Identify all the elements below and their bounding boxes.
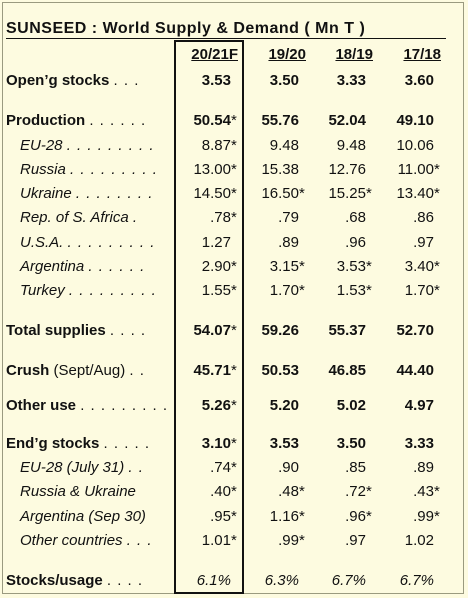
column-header-0: 20/21F <box>191 46 238 63</box>
table-row <box>0 532 468 554</box>
table-row <box>0 282 468 304</box>
estimate-asterisk: * <box>434 258 440 275</box>
row-label: Turkey . . . . . . . . . <box>20 282 157 299</box>
value-cell: 3.33 <box>404 435 434 452</box>
estimate-asterisk: * <box>231 483 237 500</box>
row-label: End’g stocks . . . . . <box>6 435 151 452</box>
value-cell: .95* <box>210 508 237 525</box>
value-cell: 1.16* <box>269 508 305 525</box>
table-row <box>0 258 468 280</box>
row-label: Open’g stocks . . . <box>6 72 140 89</box>
value-cell: 3.15* <box>269 258 305 275</box>
value-cell: .96* <box>345 508 372 525</box>
row-label: Russia . . . . . . . . . <box>20 161 158 178</box>
value-cell: 52.04 <box>328 112 366 129</box>
table-row <box>0 72 468 94</box>
value-cell: 8.87* <box>201 137 237 154</box>
value-cell: 10.06 <box>396 137 434 154</box>
estimate-asterisk: * <box>299 258 305 275</box>
value-cell: 55.76 <box>261 112 299 129</box>
value-cell: .89 <box>413 459 434 476</box>
row-label: Russia & Ukraine <box>20 483 136 500</box>
column-header-3: 17/18 <box>403 46 441 63</box>
value-cell: 1.55* <box>201 282 237 299</box>
value-cell: 5.20 <box>269 397 299 414</box>
value-cell: 3.33 <box>336 72 366 89</box>
value-cell: 52.70 <box>396 322 434 339</box>
estimate-asterisk: * <box>231 209 237 226</box>
value-cell: 3.40* <box>404 258 440 275</box>
table-row <box>0 435 468 457</box>
row-label: U.S.A. . . . . . . . . . <box>20 234 156 251</box>
value-cell: 3.53 <box>201 72 231 89</box>
estimate-asterisk: * <box>434 508 440 525</box>
value-cell: .68 <box>345 209 366 226</box>
value-cell: 15.25* <box>328 185 372 202</box>
value-cell: 3.53* <box>336 258 372 275</box>
table-row <box>0 322 468 344</box>
value-cell: .72* <box>345 483 372 500</box>
value-cell: 6.1% <box>196 572 231 589</box>
table-row <box>0 185 468 207</box>
value-cell: 1.01* <box>201 532 237 549</box>
table-row <box>0 572 468 594</box>
value-cell: 3.50 <box>336 435 366 452</box>
value-cell: 6.7% <box>331 572 366 589</box>
estimate-asterisk: * <box>231 112 237 129</box>
row-label: Argentina . . . . . . <box>20 258 146 275</box>
estimate-asterisk: * <box>231 508 237 525</box>
estimate-asterisk: * <box>231 137 237 154</box>
value-cell: 1.70* <box>404 282 440 299</box>
value-cell: .99* <box>278 532 305 549</box>
estimate-asterisk: * <box>299 508 305 525</box>
value-cell: 1.27 <box>201 234 231 251</box>
value-cell: .48* <box>278 483 305 500</box>
estimate-asterisk: * <box>299 282 305 299</box>
estimate-asterisk: * <box>231 459 237 476</box>
value-cell: 13.00* <box>193 161 237 178</box>
column-header-1: 19/20 <box>268 46 306 63</box>
title-underline <box>6 38 446 39</box>
value-cell: 12.76 <box>328 161 366 178</box>
value-cell: 11.00* <box>397 161 440 178</box>
value-cell: .78* <box>210 209 237 226</box>
value-cell: .89 <box>278 234 299 251</box>
value-cell: .96 <box>345 234 366 251</box>
row-label: Ukraine . . . . . . . . <box>20 185 154 202</box>
estimate-asterisk: * <box>434 483 440 500</box>
estimate-asterisk: * <box>231 282 237 299</box>
row-label: Crush (Sept/Aug) . . <box>6 362 145 379</box>
estimate-asterisk: * <box>231 322 237 339</box>
estimate-asterisk: * <box>366 508 372 525</box>
table-row <box>0 362 468 384</box>
estimate-asterisk: * <box>231 435 237 452</box>
estimate-asterisk: * <box>231 185 237 202</box>
row-label: Total supplies . . . . <box>6 322 147 339</box>
estimate-asterisk: * <box>366 483 372 500</box>
row-label: Argentina (Sep 30) <box>20 508 146 525</box>
value-cell: .85 <box>345 459 366 476</box>
row-label: Stocks/usage . . . . <box>6 572 144 589</box>
table-row <box>0 112 468 134</box>
value-cell: 3.50 <box>269 72 299 89</box>
value-cell: .90 <box>278 459 299 476</box>
value-cell: 49.10 <box>396 112 434 129</box>
value-cell: 55.37 <box>328 322 366 339</box>
estimate-asterisk: * <box>231 258 237 275</box>
value-cell: 50.54* <box>193 112 237 129</box>
row-label: Other use . . . . . . . . . <box>6 397 169 414</box>
estimate-asterisk: * <box>434 282 440 299</box>
column-header-2: 18/19 <box>335 46 373 63</box>
value-cell: 5.26* <box>201 397 237 414</box>
value-cell: 45.71* <box>193 362 237 379</box>
table-row <box>0 483 468 505</box>
value-cell: 9.48 <box>336 137 366 154</box>
value-cell: 6.3% <box>264 572 299 589</box>
table-row <box>0 209 468 231</box>
value-cell: 16.50* <box>261 185 305 202</box>
estimate-asterisk: * <box>366 258 372 275</box>
value-cell: 6.7% <box>399 572 434 589</box>
value-cell: 3.53 <box>269 435 299 452</box>
row-label: Rep. of S. Africa . <box>20 209 138 226</box>
row-label: EU-28 (July 31) . . <box>20 459 144 476</box>
value-cell: 1.53* <box>336 282 372 299</box>
estimate-asterisk: * <box>366 282 372 299</box>
value-cell: 14.50* <box>193 185 237 202</box>
value-cell: 4.97 <box>404 397 434 414</box>
table-row <box>0 234 468 256</box>
value-cell: .97 <box>345 532 366 549</box>
value-cell: .79 <box>278 209 299 226</box>
estimate-asterisk: * <box>434 185 440 202</box>
value-cell: 54.07* <box>193 322 237 339</box>
table-row <box>0 161 468 183</box>
value-cell: 46.85 <box>328 362 366 379</box>
value-cell: 3.60 <box>404 72 434 89</box>
value-cell: 9.48 <box>269 137 299 154</box>
value-cell: 44.40 <box>396 362 434 379</box>
value-cell: .40* <box>210 483 237 500</box>
value-cell: 13.40* <box>396 185 440 202</box>
table-row <box>0 508 468 530</box>
value-cell: 1.02 <box>404 532 434 549</box>
value-cell: .99* <box>413 508 440 525</box>
table-row <box>0 459 468 481</box>
value-cell: 2.90* <box>201 258 237 275</box>
table-row <box>0 137 468 159</box>
estimate-asterisk: * <box>231 397 237 414</box>
estimate-asterisk: * <box>299 185 305 202</box>
value-cell: .74* <box>210 459 237 476</box>
estimate-asterisk: * <box>434 161 440 178</box>
value-cell: 15.38 <box>261 161 299 178</box>
value-cell: .86 <box>413 209 434 226</box>
value-cell: 5.02 <box>336 397 366 414</box>
table-title: SUNSEED : World Supply & Demand ( Mn T ) <box>6 20 366 37</box>
value-cell: .43* <box>413 483 440 500</box>
estimate-asterisk: * <box>299 483 305 500</box>
table-row <box>0 397 468 419</box>
estimate-asterisk: * <box>231 161 237 178</box>
estimate-asterisk: * <box>299 532 305 549</box>
value-cell: .97 <box>413 234 434 251</box>
value-cell: 1.70* <box>269 282 305 299</box>
estimate-asterisk: * <box>231 362 237 379</box>
row-label: EU-28 . . . . . . . . . <box>20 137 155 154</box>
value-cell: 59.26 <box>261 322 299 339</box>
row-label: Production . . . . . . <box>6 112 147 129</box>
value-cell: 50.53 <box>261 362 299 379</box>
estimate-asterisk: * <box>231 532 237 549</box>
value-cell: 3.10* <box>201 435 237 452</box>
row-label: Other countries . . . <box>20 532 153 549</box>
estimate-asterisk: * <box>366 185 372 202</box>
